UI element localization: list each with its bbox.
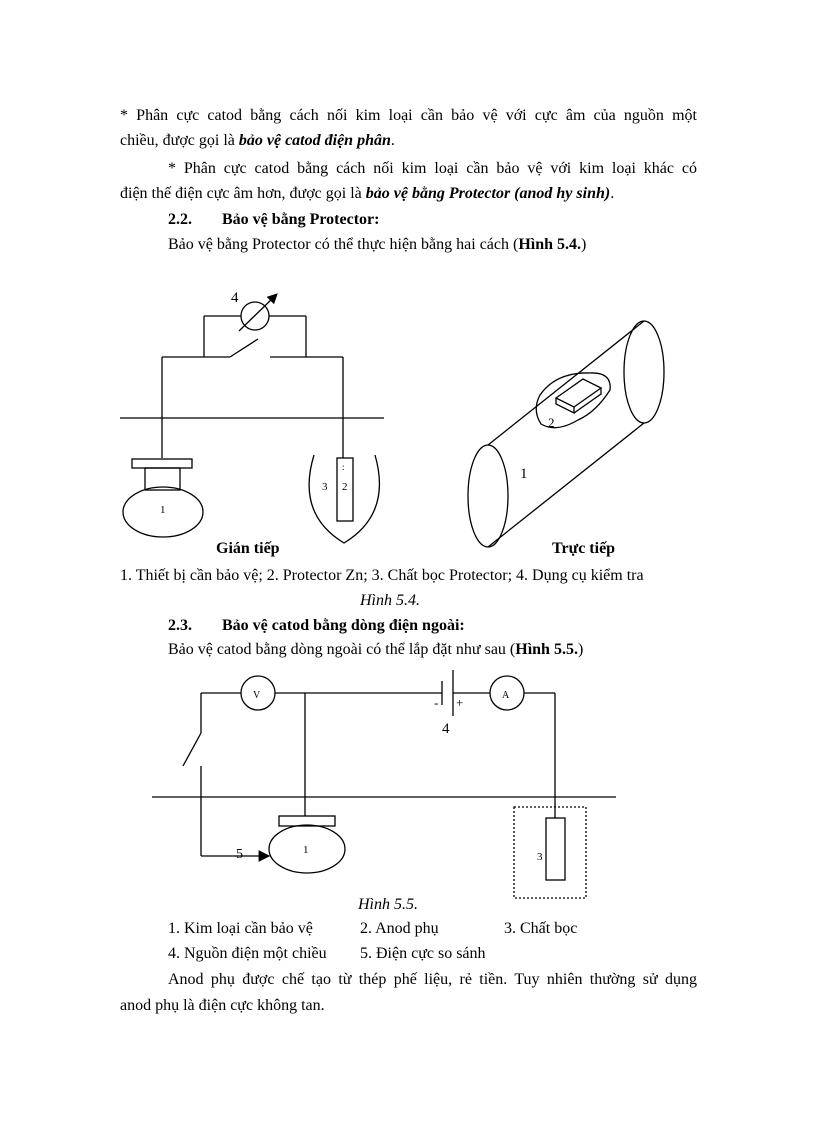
section-2-3-number: 2.3.: [168, 617, 192, 634]
closing-line-2: anod phụ là điện cực không tan.: [120, 997, 325, 1014]
label-protector-2: 2: [548, 415, 555, 430]
legend-item-2: 2. Anod phụ: [360, 920, 439, 937]
label-pipe-1: 1: [520, 466, 528, 482]
voltmeter-label: V: [253, 690, 261, 701]
paragraph-2-end: .: [610, 185, 615, 202]
term-protector-protection: bảo vệ bằng Protector (anod hy sinh): [365, 185, 611, 202]
figure-reference: Hình 5.5.: [515, 641, 578, 658]
figure-5-5-title: Hình 5.5.: [358, 896, 418, 913]
label-coating-3: 3: [322, 481, 328, 493]
intro-text: Bảo vệ catod bằng dòng ngoài có thể lắp đặt như sau (: [168, 641, 516, 658]
label-meter-4: 4: [231, 290, 239, 306]
paragraph-1-end: .: [390, 132, 395, 149]
ammeter-label: A: [502, 690, 510, 701]
legend-item-3: 3. Chất bọc: [504, 920, 578, 937]
caption-indirect: Gián tiếp: [216, 540, 280, 557]
intro-end: ): [577, 641, 584, 658]
figure-5-4-legend: 1. Thiết bị cần bảo vệ; 2. Protector Zn; 3. Chất bọc Protector; 4. Dụng cụ kiểm tra: [120, 567, 644, 584]
figure-reference: Hình 5.4.: [518, 236, 582, 253]
term-electrolytic-cathodic-protection: bảo vệ catod điện phân: [238, 132, 391, 149]
label-metal-1: 1: [303, 844, 309, 856]
section-2-2-number: 2.2.: [168, 211, 192, 228]
section-2-2-title: Bảo vệ bằng Protector:: [222, 211, 380, 228]
label-device-1: 1: [160, 504, 166, 516]
label-anode-2: 2: [342, 481, 348, 493]
anode-dots: :: [342, 462, 345, 472]
battery-plus: +: [456, 695, 464, 710]
legend-item-5: 5. Điện cực so sánh: [360, 945, 486, 962]
section-2-3-title: Bảo vệ catod bằng dòng điện ngoài:: [222, 617, 465, 634]
label-source-4: 4: [442, 721, 450, 737]
battery-minus: -: [434, 695, 439, 710]
paragraph-2-line-1: * Phân cực catod bằng cách nối kim loại cần bảo vệ với kim loại khác có: [168, 160, 697, 177]
intro-text: Bảo vệ bằng Protector có thể thực hiện bằng hai cách (: [168, 236, 519, 253]
closing-line-1: Anod phụ được chế tạo từ thép phế liệu, rẻ tiền. Tuy nhiên thường sử dụng: [168, 971, 697, 988]
label-coating-3: 3: [537, 851, 543, 863]
legend-item-4: 4. Nguồn điện một chiều: [168, 945, 327, 962]
paragraph-1-line-1: * Phân cực catod bằng cách nối kim loại cần bảo vệ với cực âm của nguồn một: [120, 107, 697, 124]
auxiliary-anode: [546, 818, 565, 880]
caption-direct: Trực tiếp: [552, 540, 616, 557]
figure-5-4-title: Hình 5.4.: [360, 592, 420, 609]
legend-item-1: 1. Kim loại cần bảo vệ: [168, 920, 313, 937]
paragraph-2-text: điện thế điện cực âm hơn, được gọi là: [120, 185, 366, 202]
label-reference-5: 5: [236, 847, 243, 862]
switch-blade: [183, 733, 201, 766]
paragraph-1-text: chiều, được gọi là: [120, 132, 239, 149]
anode-coating-box: [514, 807, 586, 898]
intro-end: ): [581, 236, 587, 253]
